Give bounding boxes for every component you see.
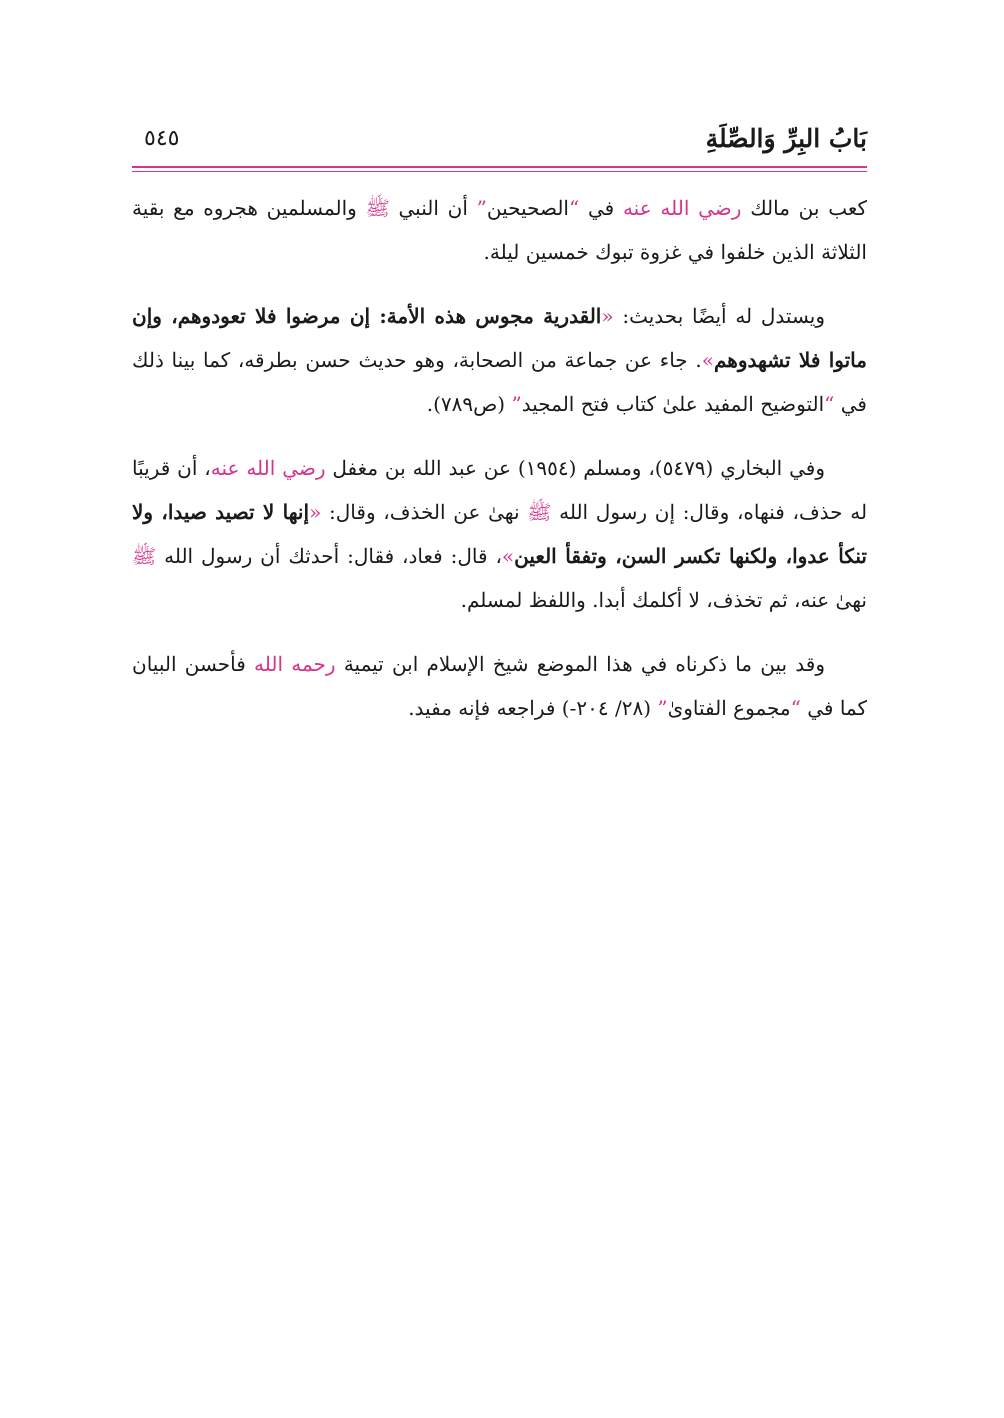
header-rule-top (132, 166, 867, 168)
paragraph-text: ويستدل له أيضًا بحديث: (622, 304, 826, 328)
hadith-text: إنها لا تصيد صيدا، ولا تنكأ عدوا، ولكنها تكسر السن، وتفقأ العين (132, 500, 867, 568)
hadith-open-mark: « (601, 304, 614, 328)
paragraph-text: فأحسن البيان كما في (132, 652, 867, 720)
hadith-open-mark: « (309, 500, 322, 524)
book-title: التوضيح المفيد علىٰ كتاب فتح المجيد (521, 392, 825, 416)
quote-close-mark: ” (511, 392, 522, 416)
honorific-mark: رضي الله عنه (622, 196, 742, 220)
paragraph-text: . جاء عن جماعة من الصحابة، وهو حديث حسن بطرقه، كما بينا ذلك في (132, 348, 867, 416)
paragraph-4 (132, 642, 867, 730)
paragraph-text: ، قال: فعاد، فقال: أحدثك أن رسول الله (164, 544, 502, 568)
quote-close-mark: ” (476, 196, 487, 220)
quote-open-mark: “ (568, 196, 580, 220)
honorific-mark: ﷺ (132, 544, 157, 568)
quote-close-mark: ” (657, 696, 668, 720)
honorific-mark: ﷺ (527, 500, 552, 524)
paragraph-text: (٢٨/ ٢٠٤-) فراجعه فإنه مفيد. (408, 696, 652, 720)
page-header (132, 124, 867, 164)
paragraph-1 (132, 186, 867, 274)
paragraph-text: أن النبي (398, 196, 468, 220)
header-rule-bottom (132, 171, 867, 172)
paragraph-2 (132, 294, 867, 426)
honorific-mark: رضي الله عنه (210, 456, 326, 480)
paragraph-text: في (587, 196, 615, 220)
paragraph-text: (ص٧٨٩). (426, 392, 506, 416)
paragraph-text: وقد بين ما ذكرناه في هذا الموضع شيخ الإسلام ابن تيمية (343, 652, 826, 676)
quote-open-mark: “ (790, 696, 801, 720)
honorific-mark: رحمه الله (254, 652, 336, 676)
hadith-close-mark: » (701, 348, 714, 372)
paragraph-3 (132, 446, 867, 622)
chapter-title: بَابُ البِرِّ وَالصِّلَةِ (705, 124, 867, 153)
page-body (132, 186, 867, 750)
quote-open-mark: “ (824, 392, 835, 416)
hadith-close-mark: » (501, 544, 515, 568)
paragraph-text: كعب بن مالك (750, 196, 868, 220)
page-number: ٥٤٥ (144, 126, 180, 151)
hadith-text: القدرية مجوس هذه الأمة: إن مرضوا فلا تعودوهم، وإن ماتوا فلا تشهدوهم (132, 304, 867, 372)
source-title: الصحيحين (486, 196, 569, 220)
paragraph-text: وفي البخاري (٥٤٧٩)، ومسلم (١٩٥٤) عن عبد الله بن مغفل (332, 456, 825, 480)
paragraph-text: نهىٰ عن الخذف، وقال: (329, 500, 520, 524)
book-title: مجموع الفتاوىٰ (667, 696, 791, 720)
paragraph-text: نهىٰ عنه، ثم تخذف، لا أكلمك أبدا. واللفظ لمسلم. (460, 588, 867, 612)
paragraph-text: والمسلمين هجروه مع بقية الثلاثة الذين خلفوا في غزوة تبوك خمسين ليلة. (132, 196, 867, 264)
honorific-mark: ﷺ (365, 196, 390, 220)
paragraph-text: ، أن قريبًا له حذف، فنهاه، وقال: إن رسول الله (132, 456, 868, 524)
